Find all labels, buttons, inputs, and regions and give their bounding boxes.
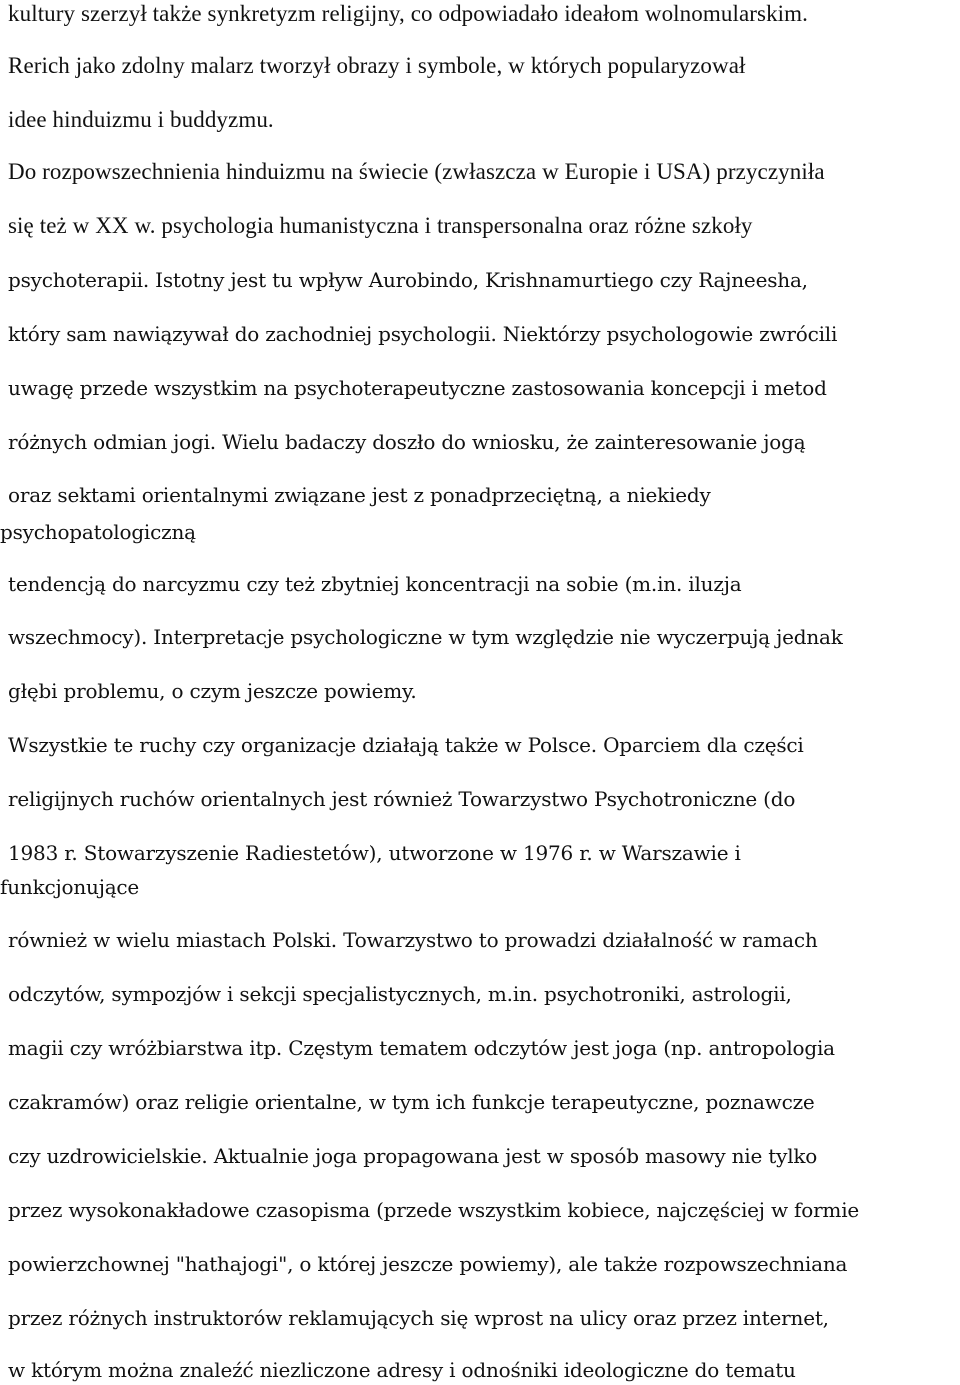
text-line-19: również w wielu miastach Polski. Towarzystwo to prowadzi działalność w ramach (8, 928, 818, 952)
text-line-14: głębi problemu, o czym jeszcze powiemy. (8, 679, 417, 703)
text-line-17: 1983 r. Stowarzyszenie Radiestetów), utworzone w 1976 r. w Warszawie i (8, 841, 741, 865)
text-line-10: oraz sektami orientalnymi związane jest z ponadprzeciętną, a niekiedy (8, 483, 711, 507)
text-line-18: funkcjonujące (0, 875, 140, 899)
text-line-2: Rerich jako zdolny malarz tworzył obrazy i symbole, w których popularyzował (8, 53, 746, 78)
text-line-12: tendencją do narcyzmu czy też zbytniej koncentracji na sobie (m.in. iluzja (8, 572, 742, 596)
text-line-21: magii czy wróżbiarstwa itp. Częstym tematem odczytów jest joga (np. antropologia (8, 1036, 835, 1060)
text-line-24: przez wysokonakładowe czasopisma (przede wszystkim kobiece, najczęściej w formie (8, 1198, 860, 1222)
text-line-4: Do rozpowszechnienia hinduizmu na świecie (zwłaszcza w Europie i USA) przyczyniła (8, 159, 825, 184)
text-line-7: który sam nawiązywał do zachodniej psychologii. Niektórzy psychologowie zwrócili (8, 322, 838, 346)
text-line-8: uwagę przede wszystkim na psychoterapeutyczne zastosowania koncepcji i metod (8, 376, 827, 400)
text-line-23: czy uzdrowicielskie. Aktualnie joga propagowana jest w sposób masowy nie tylko (8, 1144, 818, 1168)
text-line-6: psychoterapii. Istotny jest tu wpływ Aurobindo, Krishnamurtiego czy Rajneesha, (8, 268, 808, 292)
text-line-3: idee hinduizmu i buddyzmu. (8, 107, 274, 132)
text-line-20: odczytów, sympozjów i sekcji specjalistycznych, m.in. psychotroniki, astrologii, (8, 982, 792, 1006)
text-line-11: psychopatologiczną (0, 520, 196, 544)
text-line-25: powierzchownej "hathajogi", o której jeszcze powiemy), ale także rozpowszechniana (8, 1252, 848, 1276)
text-line-27: w którym można znaleźć niezliczone adresy i odnośniki ideologiczne do tematu (8, 1358, 796, 1382)
text-line-22: czakramów) oraz religie orientalne, w tym ich funkcje terapeutyczne, poznawcze (8, 1090, 815, 1114)
text-line-15: Wszystkie te ruchy czy organizacje działają także w Polsce. Oparciem dla części (8, 733, 804, 757)
text-line-16: religijnych ruchów orientalnych jest również Towarzystwo Psychotroniczne (do (8, 787, 796, 811)
text-line-9: różnych odmian jogi. Wielu badaczy doszło do wniosku, że zainteresowanie jogą (8, 430, 806, 454)
text-line-13: wszechmocy). Interpretacje psychologiczne w tym względzie nie wyczerpują jednak (8, 625, 843, 649)
text-line-1: kultury szerzył także synkretyzm religijny, co odpowiadało ideałom wolnomularskim. (8, 1, 809, 26)
text-line-5: się też w XX w. psychologia humanistyczna i transpersonalna oraz różne szkoły (8, 213, 753, 238)
text-line-26: przez różnych instruktorów reklamujących się wprost na ulicy oraz przez internet, (8, 1306, 829, 1330)
